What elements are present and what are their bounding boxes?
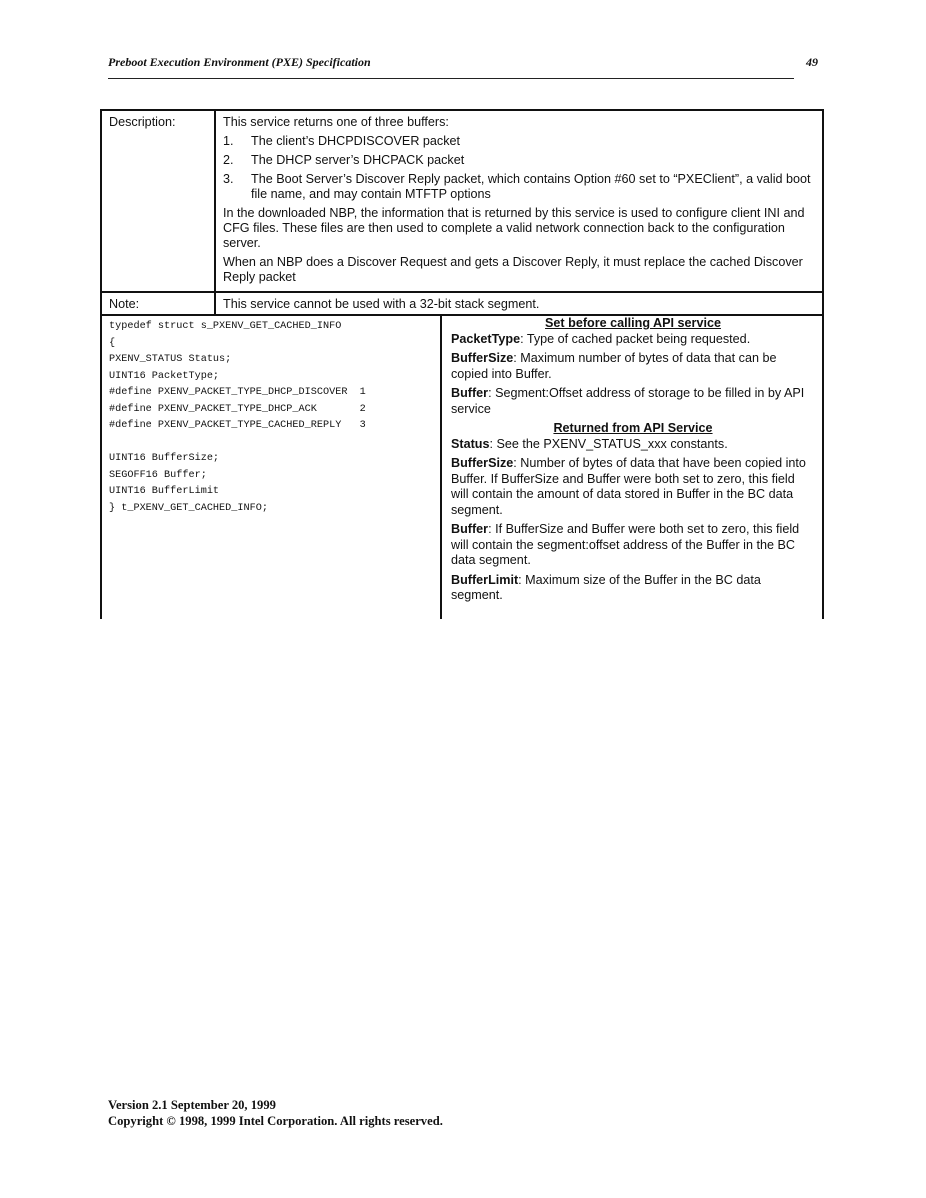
description-label: Description: [101, 110, 215, 292]
parameter-term: PacketType [451, 331, 521, 346]
version-line: Version 2.1 September 20, 1999 [108, 1098, 276, 1112]
parameter-desc: : Type of cached packet being requested. [520, 331, 751, 346]
parameter-desc: : Segment:Offset address of storage to be filled in by API service [451, 386, 805, 416]
parameter-term: Buffer [451, 386, 489, 400]
list-item [223, 134, 815, 149]
parameter-item [451, 437, 815, 453]
parameter-term: BufferSize [451, 351, 514, 365]
parameter-item [451, 386, 815, 417]
description-content [215, 110, 823, 292]
code-line: { [109, 337, 116, 349]
middle-border [440, 314, 442, 619]
document-title: Preboot Execution Environment (PXE) Specification [108, 55, 371, 69]
code-line: PXENV_STATUS Status; [109, 354, 232, 365]
page-number: 49 [806, 55, 818, 69]
description-intro: This service returns one of three buffers: [223, 115, 449, 129]
parameter-desc: : Maximum size of the Buffer in the BC data segment. [451, 572, 761, 602]
description-row [101, 110, 823, 292]
code-line: } t_PXENV_GET_CACHED_INFO; [109, 502, 268, 514]
description-paragraph: In the downloaded NBP, the information that is returned by this service is used to configure client INI and CFG files. These files are then used to complete a valid network connection back to the configuration server. [223, 206, 805, 250]
list-number: 3. [223, 172, 234, 186]
set-before-heading: Set before calling API service [545, 316, 721, 330]
buffer-list [223, 134, 815, 202]
parameter-item [451, 456, 815, 518]
list-item [223, 153, 815, 168]
api-parameters [451, 316, 815, 608]
parameter-item [451, 332, 815, 348]
parameter-term: Status [451, 436, 490, 451]
code-line: UINT16 PacketType; [109, 370, 220, 382]
note-label: Note: [101, 292, 215, 315]
api-structure-section [100, 314, 824, 619]
page-footer [108, 1097, 443, 1129]
parameter-item [451, 351, 815, 382]
note-text: This service cannot be used with a 32-bit stack segment. [215, 292, 823, 315]
code-line: #define PXENV_PACKET_TYPE_DHCP_DISCOVER 1 [109, 387, 366, 398]
list-text: The client’s DHCPDISCOVER packet [251, 134, 461, 148]
code-line: SEGOFF16 Buffer; [109, 469, 207, 481]
code-line: #define PXENV_PACKET_TYPE_CACHED_REPLY 3 [109, 420, 366, 431]
description-table [100, 109, 824, 316]
left-border [100, 314, 102, 619]
parameter-term: BufferSize [451, 456, 514, 470]
header-divider [108, 78, 794, 79]
code-line: UINT16 BufferSize; [109, 453, 220, 464]
list-number: 2. [223, 153, 234, 167]
code-line: typedef struct s_PXENV_GET_CACHED_INFO [109, 321, 342, 332]
list-text: The Boot Server’s Discover Reply packet, which contains Option #60 set to “PXEClient”, a valid boot file name, and may contain MTFTP options [251, 172, 811, 201]
parameter-term: BufferLimit [451, 572, 519, 587]
list-item [223, 172, 815, 202]
list-number: 1. [223, 134, 234, 148]
code-line: #define PXENV_PACKET_TYPE_DHCP_ACK 2 [109, 403, 366, 415]
parameter-item [451, 522, 815, 569]
copyright-line: Copyright © 1998, 1999 Intel Corporation. All rights reserved. [108, 1114, 443, 1128]
right-border [822, 314, 824, 619]
description-paragraph: When an NBP does a Discover Request and gets a Discover Reply, it must replace the cached Discover Reply packet [223, 255, 803, 284]
parameter-desc: : See the PXENV_STATUS_xxx constants. [489, 436, 728, 451]
parameter-desc: : If BufferSize and Buffer were both set to zero, this field will contain the segment:offset address of the Buffer in the BC data segment. [451, 522, 800, 567]
parameter-term: Buffer [451, 522, 489, 536]
list-text: The DHCP server’s DHCPACK packet [251, 153, 465, 167]
note-row [101, 292, 823, 315]
parameter-desc: : Maximum number of bytes of data that can be copied into Buffer. [451, 351, 777, 381]
parameter-item [451, 573, 815, 604]
returned-heading: Returned from API Service [553, 421, 713, 435]
code-block [109, 319, 366, 517]
code-line: UINT16 BufferLimit [109, 486, 220, 497]
parameter-desc: : Number of bytes of data that have been copied into Buffer. If BufferSize and Buffer were both set to zero, this field will contain the amount of data stored in Buffer in the BC data segment. [451, 456, 806, 517]
